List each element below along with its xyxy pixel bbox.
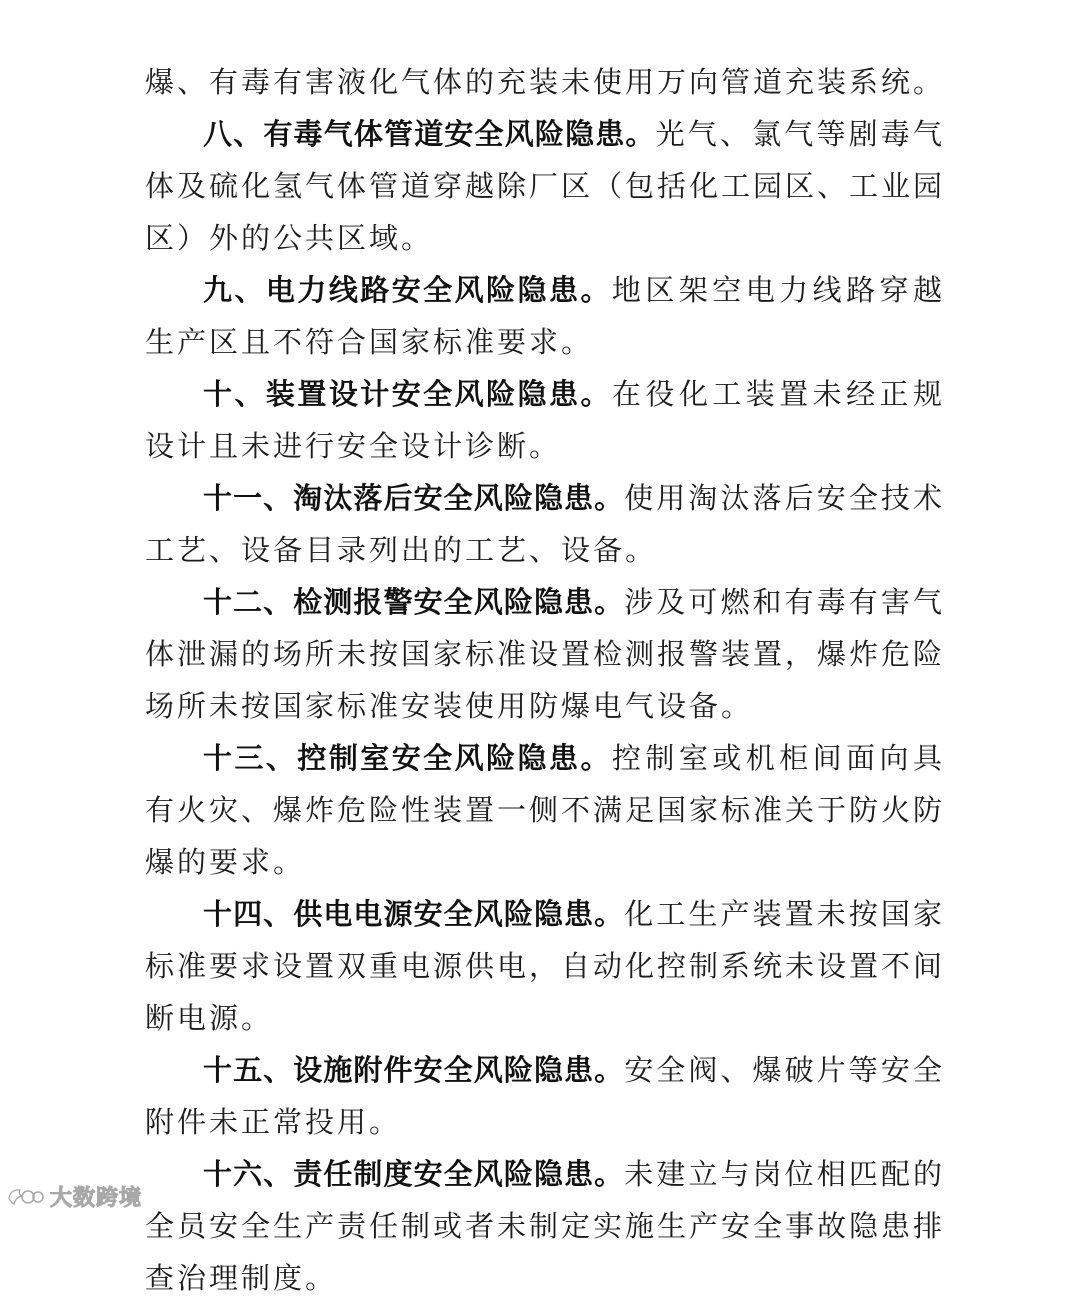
section-9-body: 地区架空电力线路穿越生产区且不符合国家标准要求。 bbox=[145, 273, 945, 359]
section-14 bbox=[145, 888, 945, 1044]
continuation-paragraph: 爆、有毒有害液化气体的充装未使用万向管道充装系统。 bbox=[145, 65, 946, 99]
section-12 bbox=[145, 576, 945, 732]
section-8 bbox=[145, 108, 945, 264]
watermark bbox=[6, 1181, 142, 1212]
section-10-body: 在役化工装置未经正规设计且未进行安全设计诊断。 bbox=[145, 377, 945, 463]
section-9-heading: 九、电力线路安全风险隐患。 bbox=[203, 273, 612, 307]
brand-logo-icon bbox=[6, 1184, 44, 1210]
section-15 bbox=[145, 1044, 945, 1148]
section-8-body: 光气、氯气等剧毒气体及硫化氢气体管道穿越除厂区（包括化工园区、工业园区）外的公共区域。 bbox=[145, 117, 946, 255]
section-14-heading: 十四、供电电源安全风险隐患。 bbox=[203, 897, 625, 931]
section-13-body: 控制室或机柜间面向具有火灾、爆炸危险性装置一侧不满足国家标准关于防火防爆的要求。 bbox=[145, 741, 946, 879]
section-10 bbox=[145, 368, 945, 472]
section-15-body: 安全阀、爆破片等安全附件未正常投用。 bbox=[145, 1053, 945, 1139]
section-9 bbox=[145, 264, 945, 368]
section-14-body: 化工生产装置未按国家标准要求设置双重电源供电，自动化控制系统未设置不间断电源。 bbox=[145, 897, 946, 1035]
section-16-heading: 十六、责任制度安全风险隐患。 bbox=[203, 1157, 625, 1191]
section-10-heading: 十、装置设计安全风险隐患。 bbox=[203, 377, 612, 411]
section-12-body: 涉及可燃和有毒有害气体泄漏的场所未按国家标准设置检测报警装置，爆炸危险场所未按国家标准安装使用防爆电气设备。 bbox=[145, 585, 946, 723]
section-13-heading: 十三、控制室安全风险隐患。 bbox=[203, 741, 612, 775]
section-16 bbox=[145, 1148, 945, 1304]
section-8-heading: 八、有毒气体管道安全风险隐患。 bbox=[203, 117, 656, 151]
watermark-text: 大数跨境 bbox=[50, 1186, 143, 1211]
document-body bbox=[145, 56, 945, 1304]
section-16-body: 未建立与岗位相匹配的全员安全生产责任制或者未制定实施生产安全事故隐患排查治理制度。 bbox=[145, 1157, 946, 1295]
section-11-body: 使用淘汰落后安全技术工艺、设备目录列出的工艺、设备。 bbox=[145, 481, 945, 567]
section-12-heading: 十二、检测报警安全风险隐患。 bbox=[203, 585, 625, 619]
section-13 bbox=[145, 732, 945, 888]
section-11 bbox=[145, 472, 945, 576]
section-11-heading: 十一、淘汰落后安全风险隐患。 bbox=[203, 481, 625, 515]
section-15-heading: 十五、设施附件安全风险隐患。 bbox=[203, 1053, 625, 1087]
